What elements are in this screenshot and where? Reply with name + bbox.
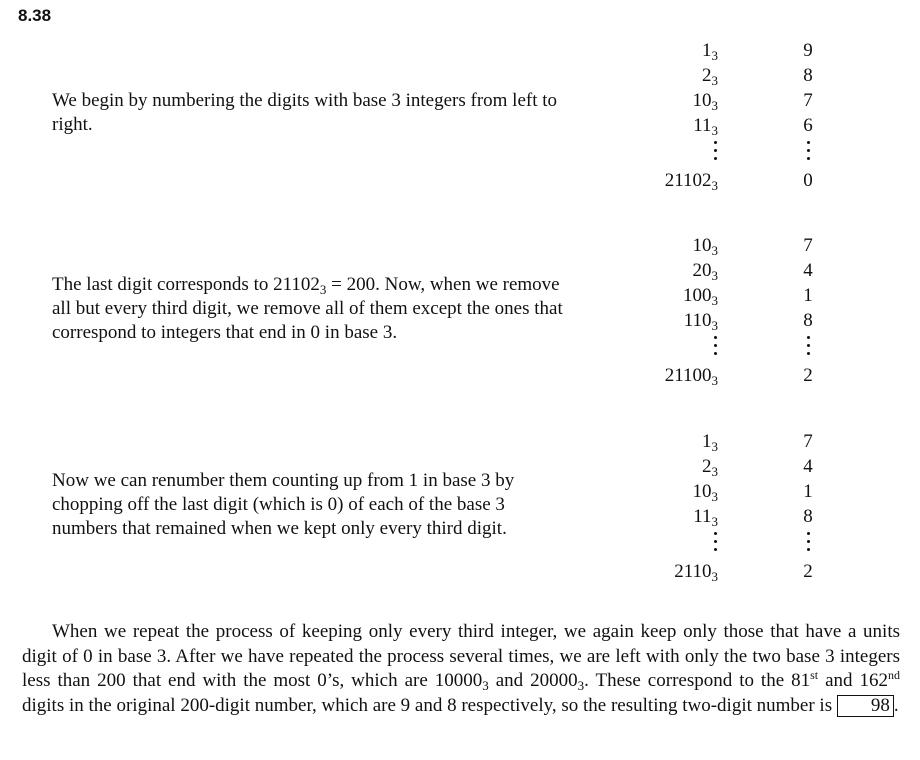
table-row xyxy=(640,479,840,504)
digit-value: 0 xyxy=(803,170,813,191)
digit-value: 1 xyxy=(803,285,813,306)
digit-value: 7 xyxy=(803,431,813,452)
digit-value: 7 xyxy=(803,235,813,256)
vertical-ellipsis-icon xyxy=(712,336,718,360)
ellipsis-row xyxy=(640,138,840,168)
base3-number: $10_3$ xyxy=(692,235,718,258)
base3-number: $2110_3$ xyxy=(674,561,718,584)
table-row xyxy=(640,308,840,333)
table-row xyxy=(640,454,840,479)
base3-number: $1_3$ xyxy=(702,431,718,454)
answer-box: 98 xyxy=(837,695,894,717)
base3-number: $100_3$ xyxy=(683,285,718,308)
section-1-table xyxy=(640,38,840,193)
ellipsis-row xyxy=(640,529,840,559)
table-row xyxy=(640,429,840,454)
base3-number: $1_3$ xyxy=(702,40,718,63)
ellipsis-row xyxy=(640,333,840,363)
base3-number: $2_3$ xyxy=(702,456,718,479)
base3-number: $2_3$ xyxy=(702,65,718,88)
base3-number: $110_3$ xyxy=(683,310,718,333)
table-row xyxy=(640,113,840,138)
table-row xyxy=(640,233,840,258)
table-row xyxy=(640,363,840,388)
vertical-ellipsis-icon xyxy=(712,532,718,556)
digit-value: 8 xyxy=(803,310,813,331)
digit-value: 4 xyxy=(803,260,813,281)
digit-value: 2 xyxy=(803,561,813,582)
table-row xyxy=(640,504,840,529)
table-row xyxy=(640,559,840,584)
base3-number: $10_3$ xyxy=(692,90,718,113)
conclusion-paragraph: When we repeat the process of keeping only every third integer, we again keep only those that have a units digit of 0 in base 3. After we have repeated the process several times, we are left with only the two base 3 integers less than 200 that end with the most 0’s, which are $10000_3$ and $20000_3$. These correspond to the 81st and 162nd digits in the original 200-digit number, which are 9 and 8 respectively, so the resulting two-digit number is 98 . xyxy=(22,621,900,716)
table-row xyxy=(640,283,840,308)
section-3-table xyxy=(640,429,840,584)
vertical-ellipsis-icon xyxy=(805,532,811,556)
base3-number: $21100_3$ xyxy=(664,365,718,388)
digit-value: 8 xyxy=(803,65,813,86)
section-1-paragraph: We begin by numbering the digits with base 3 integers from left to right. xyxy=(52,90,558,135)
base3-number: $10_3$ xyxy=(692,481,718,504)
section-2-table xyxy=(640,233,840,388)
vertical-ellipsis-icon xyxy=(805,141,811,165)
problem-number: 8.38 xyxy=(18,6,52,25)
table-row xyxy=(640,88,840,113)
vertical-ellipsis-icon xyxy=(805,336,811,360)
digit-value: 8 xyxy=(803,506,813,527)
table-row xyxy=(640,63,840,88)
digit-value: 9 xyxy=(803,40,813,61)
section-2-paragraph: The last digit corresponds to $21102_3 = 200$. Now, when we remove all but every third digit, we remove all of them except the ones that correspond to integers that end in 0 in base 3. xyxy=(52,274,563,343)
base3-number: $20_3$ xyxy=(692,260,718,283)
table-row xyxy=(640,38,840,63)
vertical-ellipsis-icon xyxy=(712,141,718,165)
table-row xyxy=(640,168,840,193)
base3-number: $21102_3$ xyxy=(664,170,718,193)
base3-number: $11_3$ xyxy=(693,506,718,529)
digit-value: 6 xyxy=(803,115,813,136)
digit-value: 2 xyxy=(803,365,813,386)
digit-value: 4 xyxy=(803,456,813,477)
section-3-paragraph: Now we can renumber them counting up from 1 in base 3 by chopping off the last digit (which is 0) of each of the base 3 numbers that remained when we kept only every third digit. xyxy=(52,470,515,539)
base3-number: $11_3$ xyxy=(693,115,718,138)
digit-value: 1 xyxy=(803,481,813,502)
table-row xyxy=(640,258,840,283)
digit-value: 7 xyxy=(803,90,813,111)
